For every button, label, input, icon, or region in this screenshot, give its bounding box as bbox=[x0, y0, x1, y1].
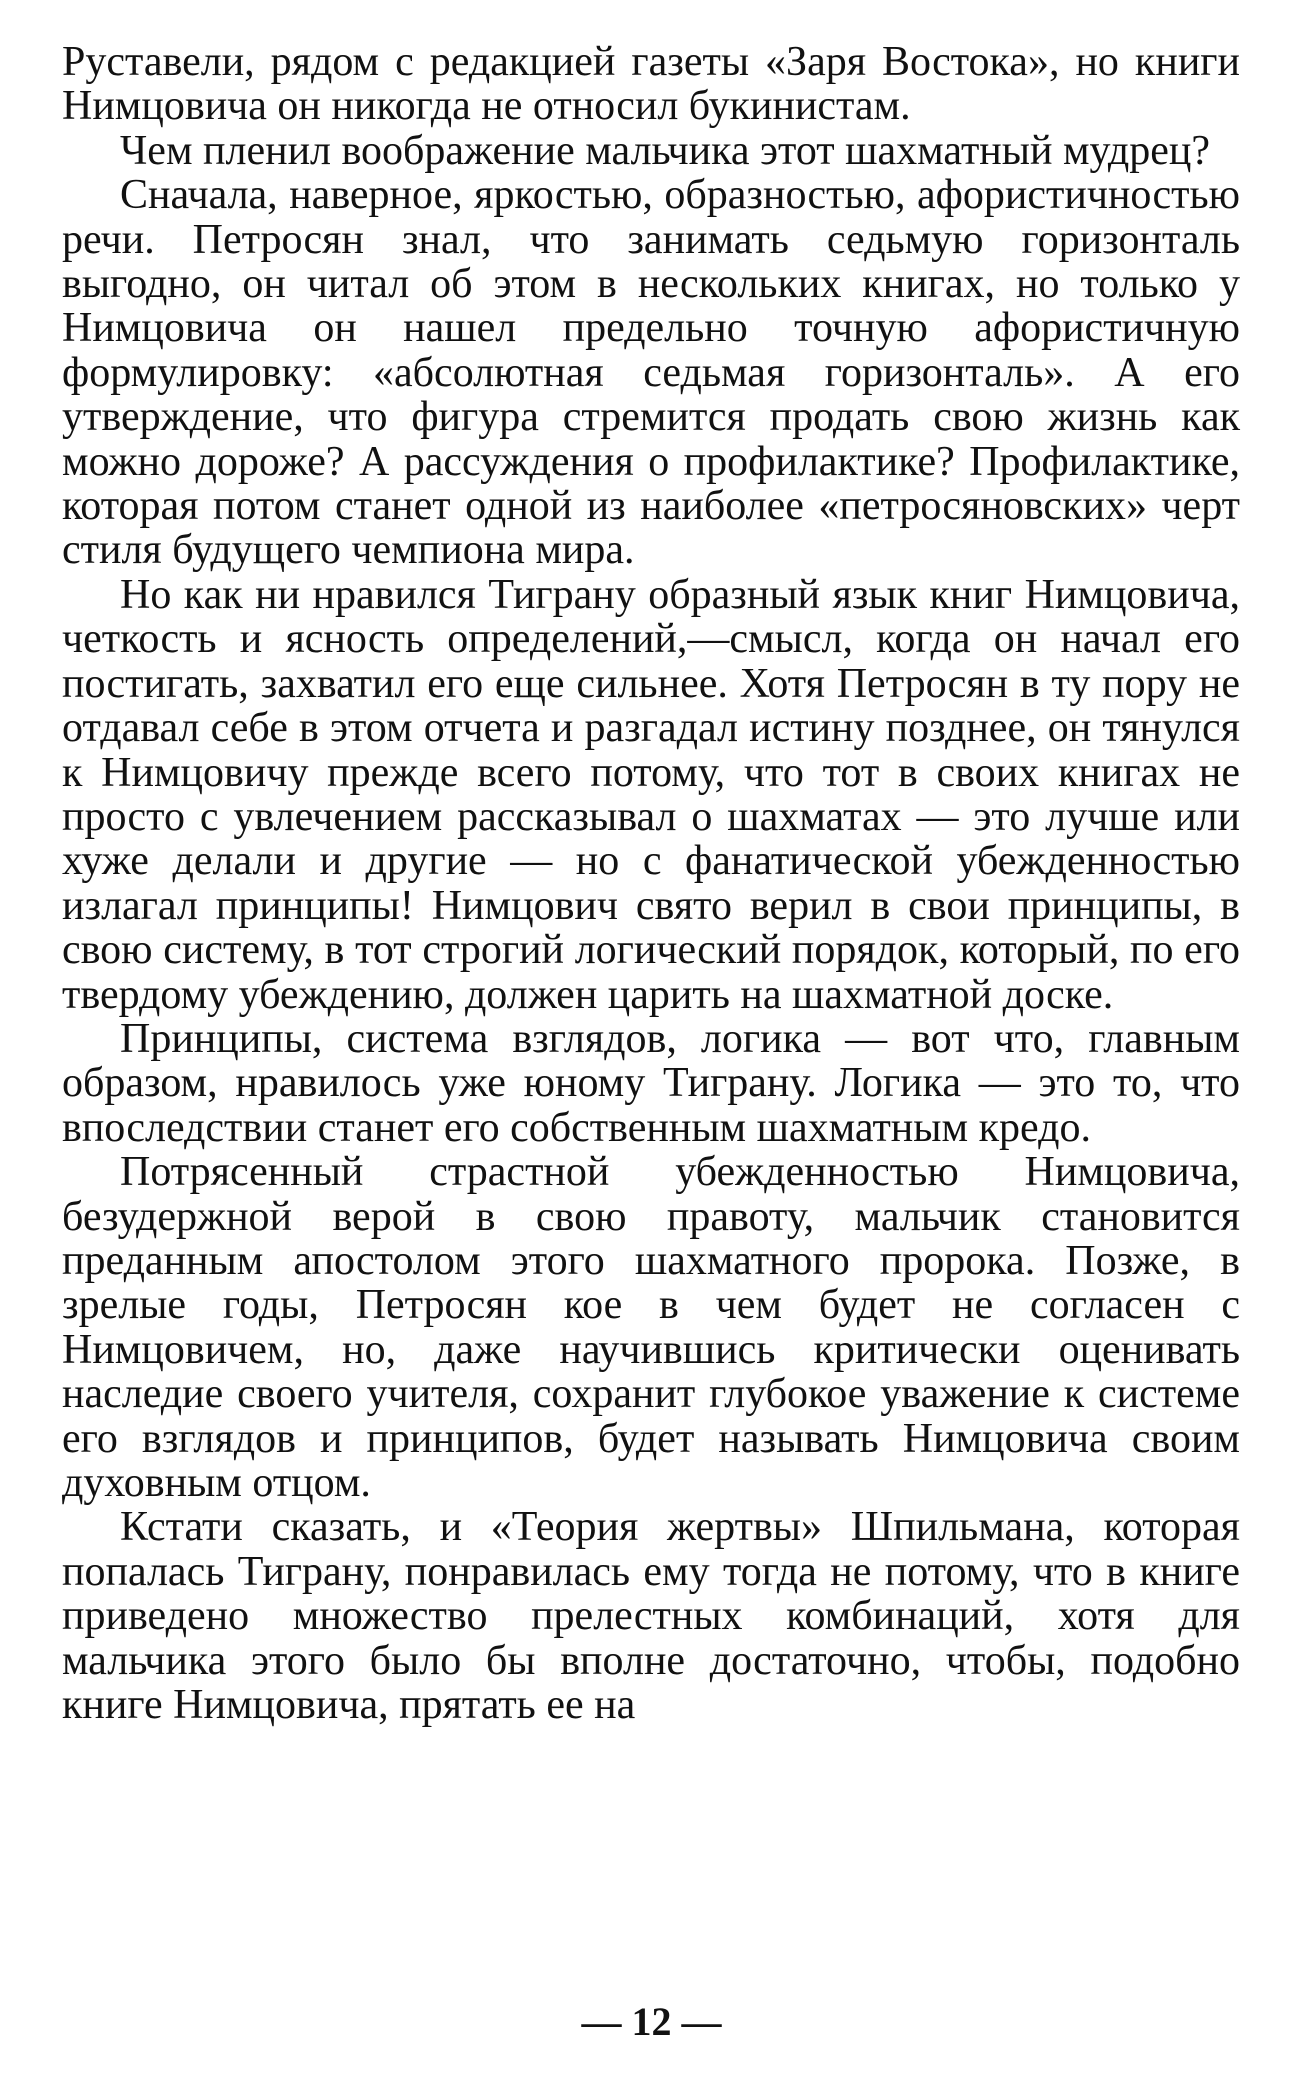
page-number: — 12 — bbox=[581, 1999, 722, 2044]
paragraph-6: Потрясенный страстной убежденностью Нимцовича, безудержной верой в свою правоту, мальчик становится преданным апостолом этого шахматного пророка. Позже, в зрелые годы, Петросян кое в чем будет не согласен с Нимцовичем, но, даже научившись критически оценивать наследие своего учителя, сохранит глубокое уважение к системе его взглядов и принципов, будет называть Нимцовича своим духовным отцом. bbox=[62, 1149, 1240, 1506]
page-text bbox=[62, 40, 1240, 1727]
paragraph-1: Руставели, рядом с редакцией газеты «Заря Востока», но книги Нимцовича он никогда не относил букинистам. bbox=[62, 39, 1240, 130]
paragraph-4: Но как ни нравился Тиграну образный язык книг Нимцовича, четкость и ясность определений,—смысл, когда он начал его постигать, захватил его еще сильнее. Хотя Петросян в ту пору не отдавал себе в этом отчета и разгадал истину позднее, он тянулся к Нимцовичу прежде всего потому, что тот в своих книгах не просто с увлечением рассказывал о шахматах — это лучше или хуже делали и другие — но с фанатической убежденностью излагал принципы! Нимцович свято верил в свои принципы, в свою систему, в тот строгий логический порядок, который, по его твердому убеждению, должен царить на шахматной доске. bbox=[62, 571, 1240, 1018]
paragraph-5: Принципы, система взглядов, логика — вот что, главным образом, нравилось уже юному Тиграну. Логика — это то, что впоследствии станет его собственным шахматным кредо. bbox=[62, 1015, 1240, 1151]
paragraph-2: Чем пленил воображение мальчика этот шахматный мудрец? bbox=[120, 127, 1211, 174]
paragraph-7: Кстати сказать, и «Теория жертвы» Шпильмана, которая попалась Тиграну, понравилась ему тогда не потому, что в книге приведено множество прелестных комбинаций, хотя для мальчика этого было бы вполне достаточно, чтобы, подобно книге Нимцовича, прятать ее на bbox=[62, 1504, 1240, 1729]
paragraph-3: Сначала, наверное, яркостью, образностью, афористичностью речи. Петросян знал, что занимать седьмую горизонталь выгодно, он читал об этом в нескольких книгах, но только у Нимцовича он нашел предельно точную афористичную формулировку: «абсолютная седьмая горизонталь». А его утверждение, что фигура стремится продать свою жизнь как можно дороже? А рассуждения о профилактике? Профилактике, которая потом станет одной из наиболее «петросяновских» черт стиля будущего чемпиона мира. bbox=[62, 172, 1240, 574]
